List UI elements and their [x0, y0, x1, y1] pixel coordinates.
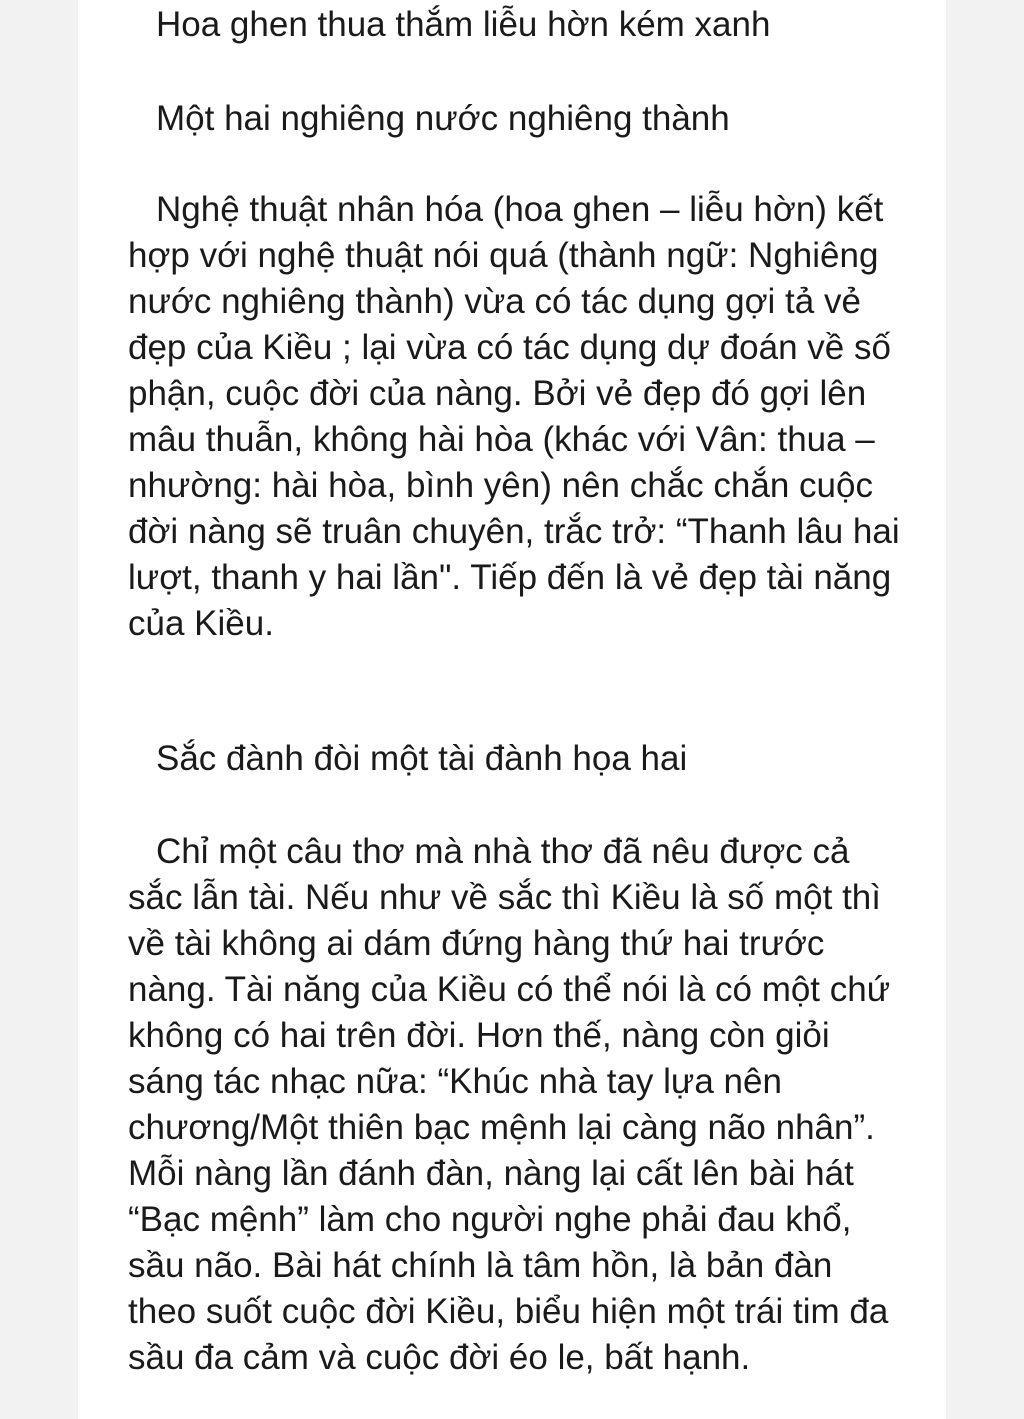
verse-line: Sắc đành đòi một tài đành họa hai — [156, 739, 688, 778]
verse-line: Một hai nghiêng nước nghiêng thành — [156, 99, 730, 138]
analysis-paragraph: Nghệ thuật nhân hóa (hoa ghen – liễu hờn) kết hợp với nghệ thuật nói quá (thành ngữ: Nghiêng nước nghiêng thành) vừa có tác dụng gợi tả vẻ đẹp của Kiều ; lại vừa có tác dụng dự đoán về số phận, cuộc đời của nàng. Bởi vẻ đẹp đó gợi lên mâu thuẫn, không hài hòa (khác với Vân: thua – nhường: hài hòa, bình yên) nên chắc chắn cuộc đời nàng sẽ truân chuyên, trắc trở: “Thanh lâu hai lượt, thanh y hai lần". Tiếp đến là vẻ đẹp tài năng của Kiều. — [128, 190, 900, 643]
document-page — [78, 0, 946, 1419]
verse-line: Hoa ghen thua thắm liễu hờn kém xanh — [156, 5, 771, 44]
analysis-paragraph: Chỉ một câu thơ mà nhà thơ đã nêu được cả sắc lẫn tài. Nếu như về sắc thì Kiều là số một thì về tài không ai dám đứng hàng thứ hai trước nàng. Tài năng của Kiều có thể nói là có một chứ không có hai trên đời. Hơn thế, nàng còn giỏi sáng tác nhạc nữa: “Khúc nhà tay lựa nên chương/Một thiên bạc mệnh lại càng não nhân”. Mỗi nàng lần đánh đàn, nàng lại cất lên bài hát “Bạc mệnh” làm cho người nghe phải đau khổ, sầu não. Bài hát chính là tâm hồn, là bản đàn theo suốt cuộc đời Kiều, biểu hiện một trái tim đa sầu đa cảm và cuộc đời éo le, bất hạnh. — [128, 832, 891, 1377]
